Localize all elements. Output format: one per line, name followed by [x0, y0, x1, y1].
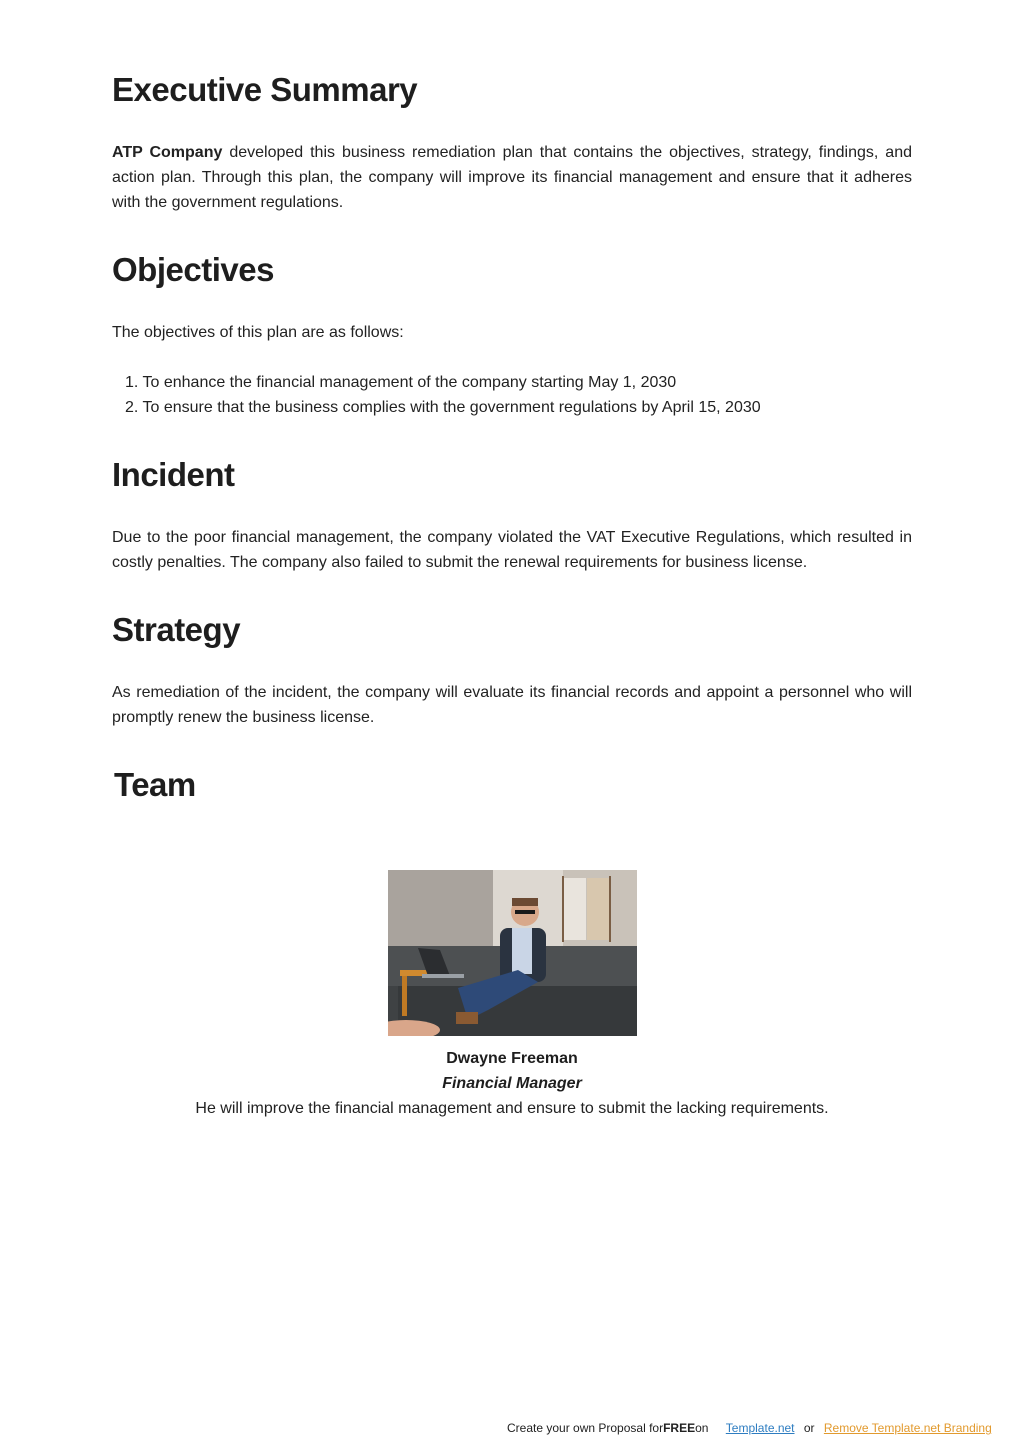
team-member-photo — [388, 870, 637, 1036]
objectives-list — [112, 370, 912, 420]
footer-prefix: Create your own Proposal for — [507, 1421, 664, 1435]
remove-branding-link[interactable]: Remove Template.net Branding — [823, 1421, 992, 1435]
list-item-number: 2. — [125, 399, 139, 416]
team-member-description: He will improve the financial management and ensure to submit the lacking requirements. — [195, 1100, 829, 1117]
templatenet-link[interactable]: Template.net — [725, 1421, 795, 1435]
heading-objectives: Objectives — [112, 251, 274, 288]
footer-or: or — [803, 1421, 815, 1435]
footer-branding — [507, 1418, 992, 1438]
list-item-number: 1. — [125, 374, 139, 391]
list-item-text: To ensure that the business complies with the government regulations by April 15, 2030 — [142, 399, 761, 416]
incident-paragraph: Due to the poor financial management, the company violated the VAT Executive Regulations, which resulted in costly penalties. The company also failed to submit the renewal requirements for business license. — [112, 529, 912, 571]
list-item-text: To enhance the financial management of the company starting May 1, 2030 — [142, 374, 677, 391]
list-item — [112, 370, 912, 395]
heading-strategy: Strategy — [112, 611, 241, 648]
executive-summary-text: developed this business remediation plan that contains the objectives, strategy, findings, and action plan. Through this plan, the company will improve its financial management and ensure that it adheres with the government regulations. — [112, 144, 912, 211]
footer-on: on — [695, 1421, 709, 1435]
heading-executive-summary: Executive Summary — [112, 71, 418, 108]
team-member-name: Dwayne Freeman — [446, 1050, 578, 1067]
heading-team: Team — [114, 766, 196, 803]
strategy-paragraph: As remediation of the incident, the company will evaluate its financial records and appoint a personnel who will promptly renew the business license. — [112, 684, 912, 726]
footer-free: FREE — [663, 1421, 696, 1435]
company-name: ATP Company — [112, 144, 223, 161]
team-member-role: Financial Manager — [442, 1075, 582, 1092]
list-item — [112, 395, 912, 420]
heading-incident: Incident — [112, 456, 235, 493]
objectives-intro: The objectives of this plan are as follows: — [112, 324, 404, 341]
executive-summary-paragraph — [112, 140, 912, 215]
photo-illustration — [388, 870, 637, 1036]
